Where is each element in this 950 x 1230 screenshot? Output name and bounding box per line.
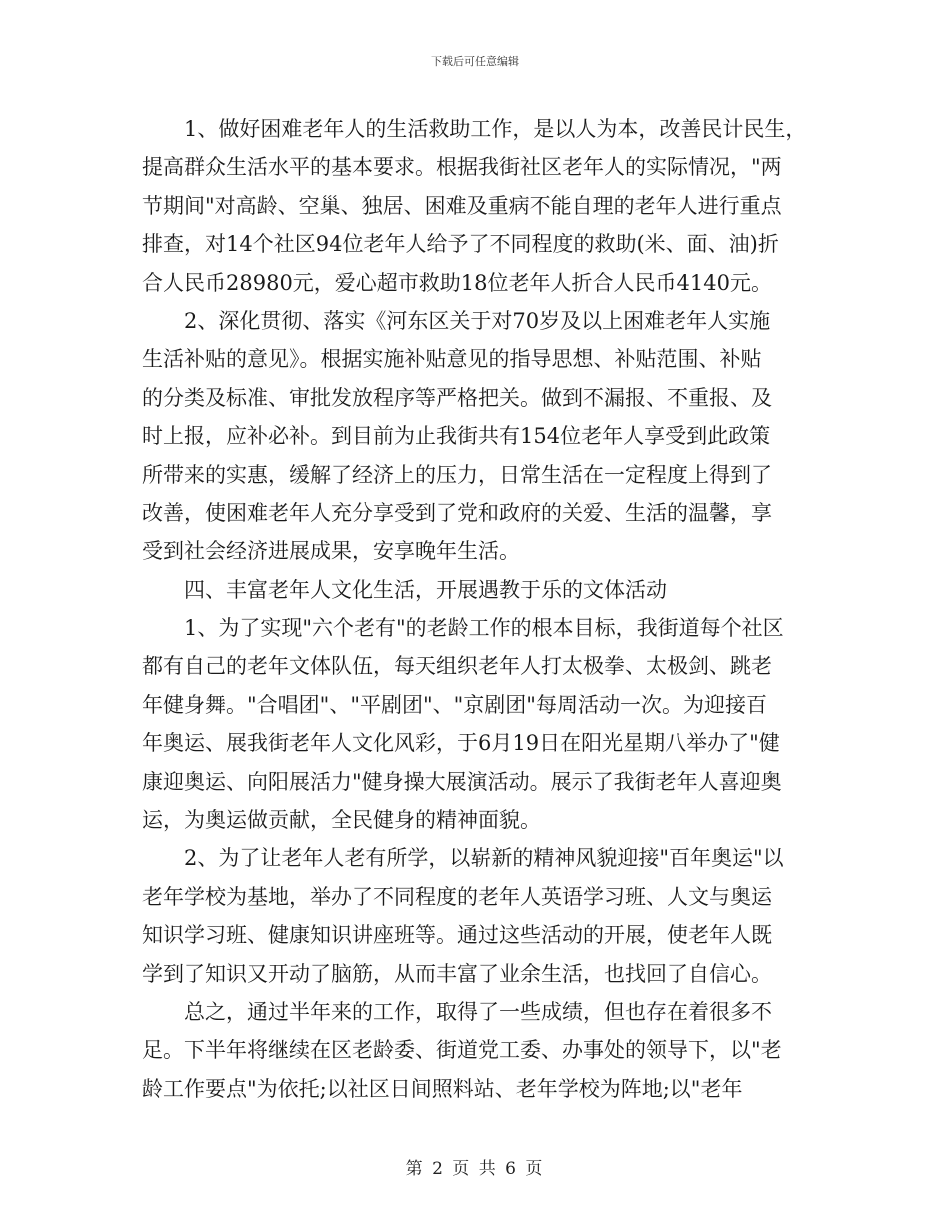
text-line: 康迎奥运、向阳展活力"健身操大展演活动。展示了我街老年人喜迎奥 [142, 769, 782, 794]
text-line: 学到了知识又开动了脑筋，从而丰富了业余生活，也找回了自信心。 [142, 961, 772, 986]
section-heading: 四、丰富老年人文化生活，开展遇教于乐的文体活动 [142, 577, 667, 602]
text-line: 年奥运、展我街老年人文化风彩，于6月19日在阳光星期八举办了"健 [142, 731, 780, 756]
text-line: 合人民币28980元，爱心超市救助18位老年人折合人民币4140元。 [142, 270, 772, 295]
text-line: 老年学校为基地，举办了不同程度的老年人英语学习班、人文与奥运 [142, 884, 772, 909]
text-line: 1、做好困难老年人的生活救助工作，是以人为本，改善民计民生， [142, 117, 807, 141]
text-line: 知识学习班、健康知识讲座班等。通过这些活动的开展，使老年人既 [142, 923, 772, 948]
text-line: 运，为奥运做贡献，全民健身的精神面貌。 [142, 808, 541, 833]
text-line: 节期间"对高龄、空巢、独居、困难及重病不能自理的老年人进行重点 [142, 193, 782, 218]
text-line: 排查，对14个社区94位老年人给予了不同程度的救助(米、面、油)折 [142, 232, 779, 257]
text-line: 足。下半年将继续在区老龄委、街道党工委、办事处的领导下，以"老 [142, 1038, 782, 1063]
text-line: 都有自己的老年文体队伍，每天组织老年人打太极拳、太极剑、跳老 [142, 654, 772, 679]
text-line: 年健身舞。"合唱团"、"平剧团"、"京剧团"每周活动一次。为迎接百 [142, 692, 767, 717]
page-number-footer: 第 2 页 共 6 页 [405, 1159, 545, 1179]
text-line: 所带来的实惠，缓解了经济上的压力，日常生活在一定程度上得到了 [142, 462, 772, 487]
text-line: 龄工作要点"为依托;以社区日间照料站、老年学校为阵地;以"老年 [142, 1076, 743, 1101]
text-line: 受到社会经济进展成果，安享晚年生活。 [142, 539, 520, 564]
text-line: 的分类及标准、审批发放程序等严格把关。做到不漏报、不重报、及 [142, 385, 772, 410]
text-line: 生活补贴的意见》。根据实施补贴意见的指导思想、补贴范围、补贴 [142, 347, 762, 372]
text-line: 时上报，应补必补。到目前为止我街共有154位老年人享受到此政策 [142, 424, 771, 449]
text-line: 2、为了让老年人老有所学，以崭新的精神风貌迎接"百年奥运"以 [142, 846, 784, 871]
text-line: 改善，使困难老年人充分享受到了党和政府的关爱、生活的温馨，享 [142, 500, 772, 525]
text-line: 总之，通过半年来的工作，取得了一些成绩，但也存在着很多不 [142, 999, 772, 1024]
page-header-note: 下载后可任意编辑 [431, 55, 519, 68]
document-body [142, 110, 832, 1108]
text-line: 2、深化贯彻、落实《河东区关于对70岁及以上困难老年人实施 [142, 308, 771, 333]
text-line: 提高群众生活水平的基本要求。根据我街社区老年人的实际情况，"两 [142, 155, 782, 180]
text-line: 1、为了实现"六个老有"的老龄工作的根本目标，我街道每个社区 [142, 616, 784, 641]
